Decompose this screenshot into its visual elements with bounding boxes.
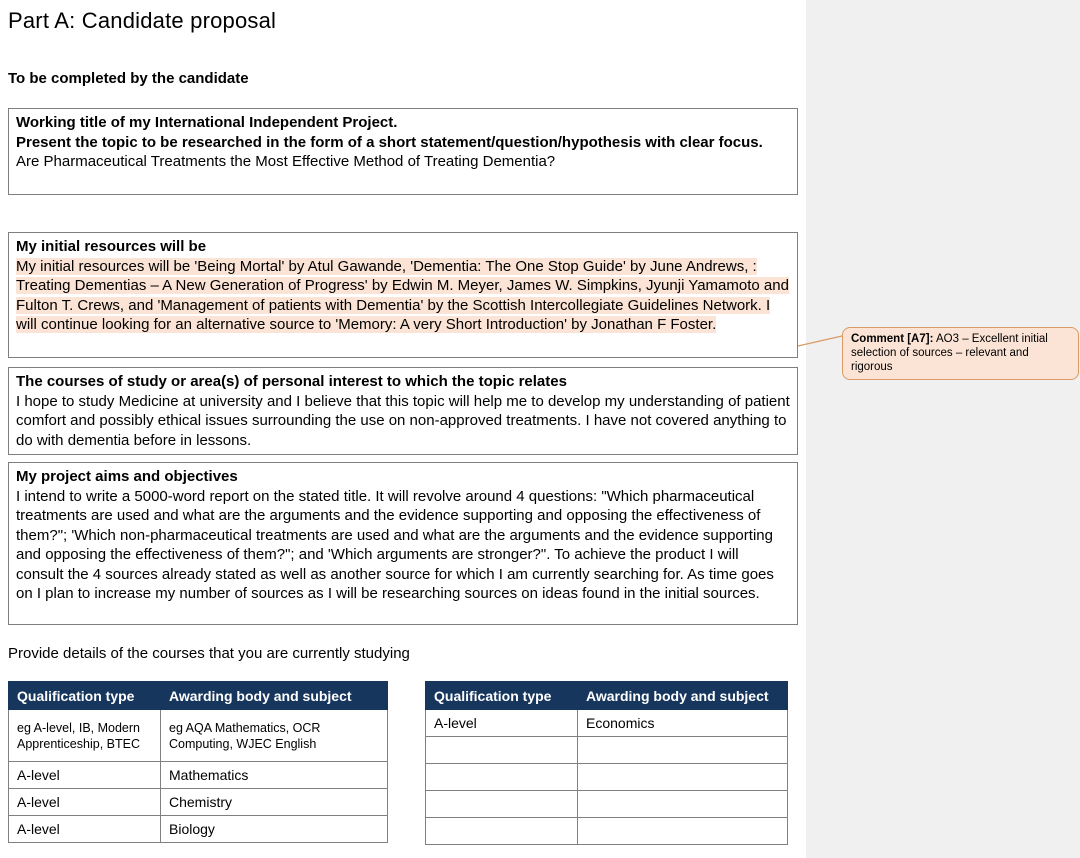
initial-resources-box: [8, 232, 798, 358]
column-header-qualification-type: Qualification type: [426, 682, 578, 710]
table-row: [9, 816, 388, 843]
cell-awarding-body[interactable]: Chemistry: [161, 789, 388, 816]
working-title-answer[interactable]: Are Pharmaceutical Treatments the Most Effective Method of Treating Dementia?: [16, 153, 556, 170]
cell-awarding-body[interactable]: [578, 791, 788, 818]
table-row: [9, 789, 388, 816]
aims-objectives-heading: My project aims and objectives: [16, 468, 238, 485]
cell-qualification[interactable]: A-level: [9, 762, 161, 789]
cell-qualification[interactable]: [426, 737, 578, 764]
cell-qualification[interactable]: [426, 764, 578, 791]
cell-awarding-body[interactable]: Biology: [161, 816, 388, 843]
cell-awarding-body[interactable]: Economics: [578, 710, 788, 737]
example-cell-awarding-body: eg AQA Mathematics, OCR Computing, WJEC English: [161, 710, 388, 762]
cell-qualification[interactable]: [426, 818, 578, 845]
cell-awarding-body[interactable]: [578, 818, 788, 845]
comment-text: AO3 – Excellent initial selection of sources – relevant and rigorous: [851, 333, 1048, 373]
table-row: [426, 764, 788, 791]
courses-of-study-answer[interactable]: I hope to study Medicine at university and I believe that this topic will help me to develop my understanding of patient comfort and possibly ethical issues surrounding the use on non-approved treatments. I have not covered anything to do with dementia before in lessons.: [16, 392, 790, 449]
page-title: Part A: Candidate proposal: [8, 8, 277, 33]
column-header-qualification-type: Qualification type: [9, 682, 161, 710]
comment-label: Comment [A7]:: [851, 333, 934, 345]
initial-resources-heading: My initial resources will be: [16, 238, 207, 255]
working-title-box: [8, 108, 798, 195]
table-example-row: [9, 710, 388, 762]
cell-qualification[interactable]: A-level: [9, 816, 161, 843]
courses-of-study-box: [8, 367, 798, 455]
working-title-heading-line2: Present the topic to be researched in the form of a short statement/question/hypothesis with clear focus.: [16, 133, 763, 151]
commented-highlighted-text[interactable]: My initial resources will be 'Being Mortal' by Atul Gawande, 'Dementia: The One Stop Guide' by June Andrews, : Treating Dementias – A New Generation of Progress' by Edwin M. Meyer, James W. Simpkins, Jyunji Yamamoto and Fulton T. Crews, and 'Management of patients with Dementia' by the Scottish Intercollegiate Guidelines Network. I will continue looking for an alternative source to 'Memory: A very Short Introduction' by Jonathan F Foster.: [16, 257, 789, 333]
aims-objectives-answer[interactable]: I intend to write a 5000-word report on the stated title. It will revolve around 4 questions: "Which pharmaceutical treatments are used and what are the arguments and the evidence supporting and opposing the effectiveness of them?"; 'Which non-pharmaceutical treatments are used and what are the arguments and the evidence supporting and opposing the effectiveness of them?"; and 'Which arguments are stronger?". To achieve the product I will consult the 4 sources already stated as well as another source for which I am currently searching for. As time goes on I plan to increase my number of sources as I will be researching sources on ideas found in the initial sources.: [16, 487, 774, 602]
aims-objectives-box: [8, 462, 798, 625]
table-header-row: [9, 682, 388, 710]
table-row: [426, 818, 788, 845]
table-row: [9, 762, 388, 789]
initial-resources-answer[interactable]: [16, 257, 790, 335]
document-margin-area: [806, 0, 1080, 858]
qualifications-table-left: [8, 681, 388, 843]
cell-awarding-body[interactable]: [578, 737, 788, 764]
table-row: [426, 737, 788, 764]
cell-qualification[interactable]: A-level: [426, 710, 578, 737]
table-header-row: [426, 682, 788, 710]
cell-qualification[interactable]: A-level: [9, 789, 161, 816]
provide-details-label: Provide details of the courses that you are currently studying: [8, 645, 410, 662]
comment-bubble[interactable]: [842, 327, 1079, 380]
column-header-awarding-body: Awarding body and subject: [578, 682, 788, 710]
cell-qualification[interactable]: [426, 791, 578, 818]
table-row: [426, 710, 788, 737]
cell-awarding-body[interactable]: Mathematics: [161, 762, 388, 789]
example-cell-qualification: eg A-level, IB, Modern Apprenticeship, BTEC: [9, 710, 161, 762]
section-subtitle: To be completed by the candidate: [8, 70, 249, 87]
table-row: [426, 791, 788, 818]
column-header-awarding-body: Awarding body and subject: [161, 682, 388, 710]
courses-of-study-heading: The courses of study or area(s) of personal interest to which the topic relates: [16, 373, 567, 390]
qualifications-table-right: [425, 681, 788, 845]
working-title-heading-line1: Working title of my International Independent Project.: [16, 114, 398, 131]
cell-awarding-body[interactable]: [578, 764, 788, 791]
